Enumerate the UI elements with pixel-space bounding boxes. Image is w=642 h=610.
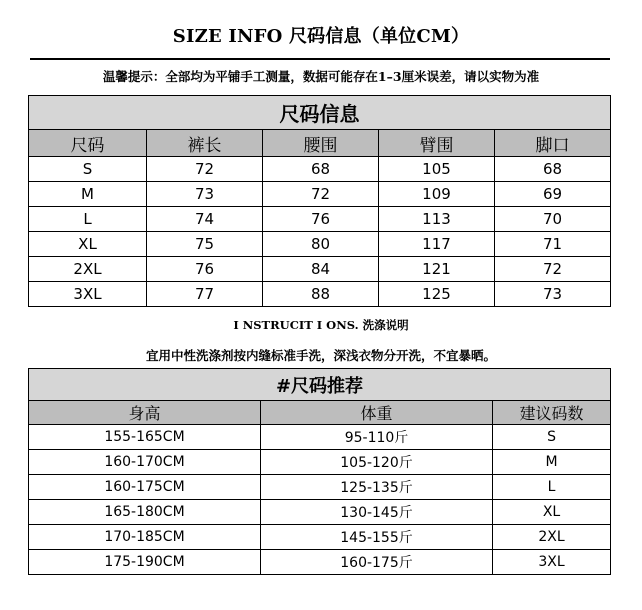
table-cell: 88 xyxy=(263,282,379,307)
column-header: 裤长 xyxy=(147,130,263,157)
table-cell: 74 xyxy=(147,207,263,232)
title-divider xyxy=(30,58,610,60)
table-cell: 69 xyxy=(495,182,611,207)
table-cell: 72 xyxy=(495,257,611,282)
table-cell: 175-190CM xyxy=(29,550,261,575)
table-row xyxy=(29,157,611,182)
size-recommendation-table xyxy=(28,368,611,575)
table-cell: 68 xyxy=(263,157,379,182)
column-header: 臂围 xyxy=(379,130,495,157)
instructions-heading: I NSTRUCIT I ONS. 洗涤说明 xyxy=(233,318,409,332)
column-header: 腰围 xyxy=(263,130,379,157)
table-cell: 170-185CM xyxy=(29,525,261,550)
measurement-notice: 温馨提示：全部均为平铺手工测量，数据可能存在1–3厘米误差，请以实物为准 xyxy=(102,69,540,84)
size-info-table xyxy=(28,95,611,307)
table-row xyxy=(29,257,611,282)
table-cell: 95-110斤 xyxy=(261,425,493,450)
table-cell: 3XL xyxy=(493,550,611,575)
table-cell: XL xyxy=(493,500,611,525)
table-cell: 80 xyxy=(263,232,379,257)
table-row xyxy=(29,207,611,232)
table-cell: L xyxy=(493,475,611,500)
table-row xyxy=(29,550,611,575)
table-cell: 130-145斤 xyxy=(261,500,493,525)
table-cell: 2XL xyxy=(29,257,147,282)
table-row xyxy=(29,282,611,307)
column-header: 体重 xyxy=(261,401,493,425)
table-row xyxy=(29,232,611,257)
table-cell: 160-175CM xyxy=(29,475,261,500)
column-header: 尺码 xyxy=(29,130,147,157)
table-cell: XL xyxy=(29,232,147,257)
table-cell: 105-120斤 xyxy=(261,450,493,475)
table-cell: 84 xyxy=(263,257,379,282)
table-cell: 76 xyxy=(263,207,379,232)
care-instructions: 宜用中性洗涤剂按内缝标准手洗，深浅衣物分开洗，不宜暴晒。 xyxy=(145,348,496,363)
table-cell: 73 xyxy=(147,182,263,207)
table-cell: 72 xyxy=(147,157,263,182)
table-row xyxy=(29,182,611,207)
table-cell: 70 xyxy=(495,207,611,232)
table-cell: 155-165CM xyxy=(29,425,261,450)
table-cell: L xyxy=(29,207,147,232)
table-row xyxy=(29,425,611,450)
table-cell: 160-170CM xyxy=(29,450,261,475)
table-cell: 72 xyxy=(263,182,379,207)
table-cell: 165-180CM xyxy=(29,500,261,525)
table-cell: 117 xyxy=(379,232,495,257)
table-cell: 77 xyxy=(147,282,263,307)
recommend-table-title: #尺码推荐 xyxy=(29,369,611,401)
table-cell: 75 xyxy=(147,232,263,257)
table-cell: 76 xyxy=(147,257,263,282)
column-header: 建议码数 xyxy=(493,401,611,425)
column-header: 身高 xyxy=(29,401,261,425)
table-cell: S xyxy=(29,157,147,182)
table-cell: M xyxy=(29,182,147,207)
size-table-title: 尺码信息 xyxy=(29,96,611,130)
table-cell: 109 xyxy=(379,182,495,207)
table-row xyxy=(29,525,611,550)
table-cell: 68 xyxy=(495,157,611,182)
table-cell: 121 xyxy=(379,257,495,282)
table-cell: 125-135斤 xyxy=(261,475,493,500)
table-row xyxy=(29,450,611,475)
table-cell: S xyxy=(493,425,611,450)
table-cell: 125 xyxy=(379,282,495,307)
table-cell: 160-175斤 xyxy=(261,550,493,575)
table-cell: 73 xyxy=(495,282,611,307)
table-cell: 3XL xyxy=(29,282,147,307)
table-cell: 2XL xyxy=(493,525,611,550)
table-cell: 71 xyxy=(495,232,611,257)
table-cell: 105 xyxy=(379,157,495,182)
column-header: 脚口 xyxy=(495,130,611,157)
table-cell: 113 xyxy=(379,207,495,232)
table-row xyxy=(29,500,611,525)
table-cell: 145-155斤 xyxy=(261,525,493,550)
table-row xyxy=(29,475,611,500)
page-title: SIZE INFO 尺码信息（单位CM） xyxy=(172,26,470,47)
table-cell: M xyxy=(493,450,611,475)
